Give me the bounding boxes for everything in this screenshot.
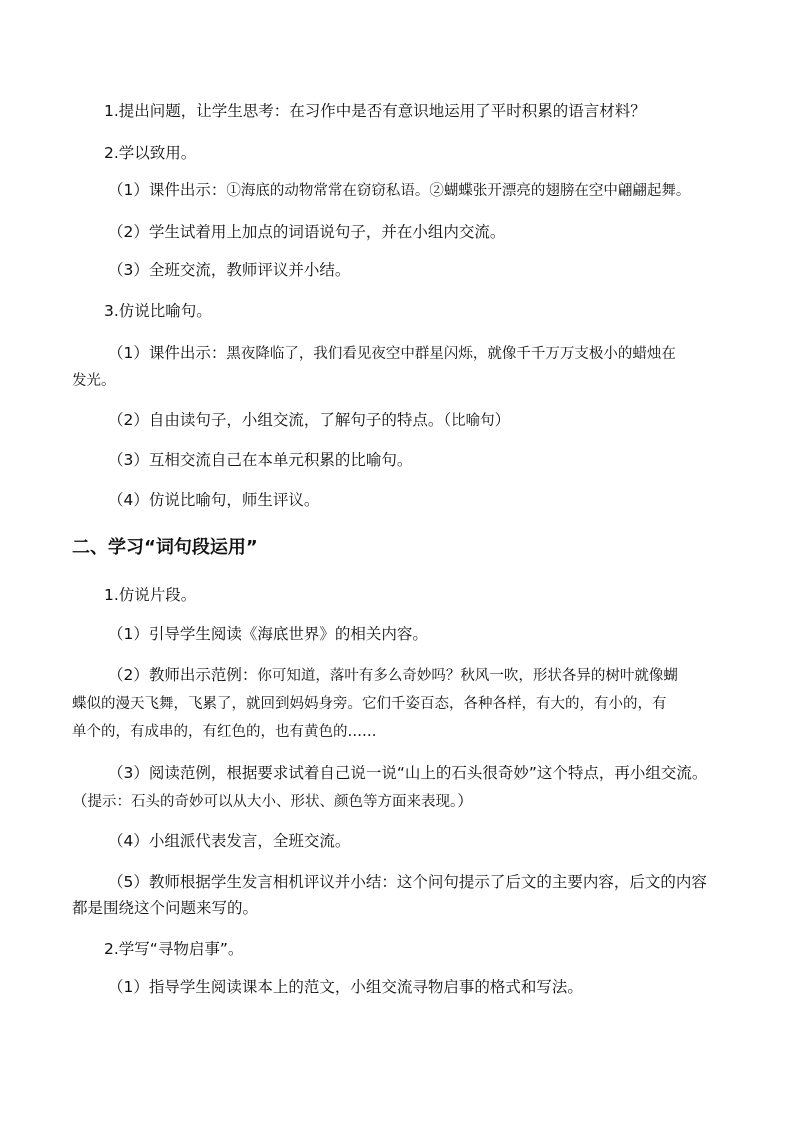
line-text: ）: [494, 411, 511, 429]
line-text: （2）学生试着用上加点的词语说句子，并在小组内交流。: [108, 223, 506, 241]
text-line: [0, 142, 794, 164]
line-text: 1.仿说片段。: [104, 586, 197, 604]
line-text: ）: [457, 792, 473, 810]
text-line: [0, 100, 794, 122]
text-line: [0, 342, 794, 365]
line-text: （2）教师出示范例：: [108, 666, 258, 684]
text-line: [0, 369, 794, 392]
line-text: 1.提出问题，让学生思考：在习作中是否有意识地运用了平时积累的语言材料？: [104, 102, 646, 120]
line-text: （4）仿说比喻句，师生评议。: [108, 491, 320, 509]
text-line: [0, 584, 794, 606]
line-text: （: [72, 792, 88, 810]
line-text: （1）课件出示：: [108, 344, 227, 362]
text-line: [0, 976, 794, 998]
line-text: （5）教师根据学生发言相机评议并小结：这个问句提示了后文的主要内容，后文的内容: [108, 873, 707, 891]
text-line: [0, 762, 794, 784]
text-line: [0, 897, 794, 919]
line-text: 都是围绕这个问题来写的。: [72, 899, 259, 917]
text-line: [0, 179, 794, 202]
text-line: [0, 221, 794, 243]
line-quote: 你可知道，落叶有多么奇妙吗？秋风一吹，形状各异的树叶就像蝴: [257, 668, 678, 684]
text-line: [0, 720, 794, 743]
text-line: [0, 489, 794, 511]
line-text: （3）全班交流，教师评议并小结。: [108, 261, 351, 279]
text-line: [0, 449, 794, 471]
section-heading: [0, 535, 794, 561]
line-text: 2.学写“寻物启事”。: [104, 940, 244, 958]
line-quote: 比喻句: [451, 413, 495, 429]
line-quote: 发光。: [72, 373, 116, 389]
text-line: [0, 300, 794, 322]
line-text: 3.仿说比喻句。: [104, 302, 212, 320]
line-text: 2.学以致用。: [104, 144, 197, 162]
line-text: （1）指导学生阅读课本上的范文，小组交流寻物启事的格式和写法。: [108, 978, 583, 996]
text-line: [0, 409, 794, 432]
line-text: （4）小组派代表发言，全班交流。: [108, 832, 351, 850]
text-line: [0, 830, 794, 852]
line-text: （1）引导学生阅读《海底世界》的相关内容。: [108, 625, 428, 643]
line-text: （1）课件出示：: [108, 181, 227, 199]
line-quote: ①海底的动物常常在窃窃私语。②蝴蝶张开漂亮的翅膀在空中翩翩起舞。: [226, 183, 691, 199]
text-line: [0, 692, 794, 715]
text-line: [0, 664, 794, 687]
text-line: [0, 623, 794, 645]
line-text: （3）互相交流自己在本单元积累的比喻句。: [108, 451, 413, 469]
text-line: [0, 259, 794, 281]
text-line: [0, 938, 794, 960]
line-text: （3）阅读范例，根据要求试着自己说一说“山上的石头很奇妙”这个特点，再小组交流。: [108, 764, 708, 782]
text-line: [0, 871, 794, 893]
line-quote: 蝶似的漫天飞舞，飞累了，就回到妈妈身旁。它们千姿百态，各种各样，有大的，有小的，有: [72, 696, 667, 712]
line-quote: 黑夜降临了，我们看见夜空中群星闪烁，就像千千万万支极小的蜡烛在: [226, 346, 676, 362]
text-line: [0, 790, 794, 813]
line-quote: 单个的，有成串的，有红色的，也有黄色的……: [72, 724, 377, 740]
line-text: （2）自由读句子，小组交流，了解句子的特点。（: [108, 411, 452, 429]
heading-text: 二、学习“词句段运用”: [72, 537, 258, 558]
line-quote: 提示：石头的奇妙可以从大小、形状、颜色等方面来表现。: [87, 794, 458, 810]
